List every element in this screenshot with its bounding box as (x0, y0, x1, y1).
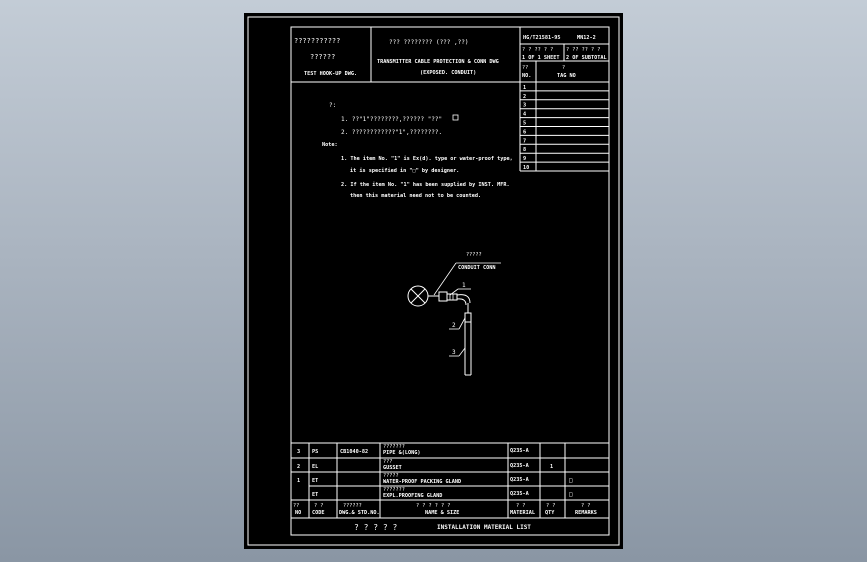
mat-h-name-cn: ? ? ? ? ? ? (416, 503, 451, 509)
mat-row-name-en: GUSSET (383, 465, 402, 471)
tag-row-number: 1 (523, 84, 527, 91)
dwg-title-cn: ??? ???????? (??? ,??) (389, 39, 469, 46)
title-cn-line2: ?????? (310, 53, 336, 61)
drawing-sheet (244, 13, 623, 549)
note-cn-1-box (453, 115, 458, 120)
mat-row-no: 2 (297, 464, 301, 470)
mat-h-material-en: MATERIAL (510, 510, 535, 516)
title-en: TEST HOOK-UP DWG. (304, 71, 358, 77)
mat-h-std-en: DWG.& STD.NO. (339, 510, 380, 516)
tag-row-number: 5 (523, 120, 527, 127)
mat-row-remark: □ (569, 491, 573, 498)
mat-row-material: Q235-A (510, 448, 529, 454)
mat-h-remark-cn: ? ? (581, 503, 591, 509)
mat-h-std-cn: ?????? (343, 503, 362, 509)
sheet-cn-right: ? ?? ?? ? ? (566, 47, 601, 53)
gland-body (447, 294, 457, 300)
mat-h-qty-en: QTY (545, 510, 555, 516)
note-cn-2: 2. ????????????"1",????????. (341, 129, 443, 136)
mat-h-code-cn: ? ? (314, 503, 324, 509)
conduit-diagram (408, 252, 501, 375)
callout-3-leader (459, 348, 465, 356)
sheet-code: MN12-2 (577, 35, 596, 41)
tag-row-number: 8 (523, 147, 527, 154)
mat-row-material: Q235-A (510, 477, 529, 483)
tag-row-number: 4 (523, 111, 527, 118)
note-en-2-line2: then this material need not to be counted. (350, 193, 482, 199)
sheet-en-left: 1 OF 1 SHEET (522, 55, 560, 61)
mat-h-material-cn: ? ? (516, 503, 526, 509)
callout-2-leader (459, 318, 465, 329)
sheet-en-right: 2 OF SUBTOTAL (566, 55, 607, 61)
tag-table (520, 61, 609, 171)
coupling (465, 313, 471, 322)
material-list (291, 443, 609, 532)
mat-row-no: 1 (297, 478, 301, 484)
dwg-title-en-line2: (EXPOSED. CONDUIT) (420, 70, 477, 76)
callout-2: 2 (452, 322, 456, 329)
mat-row-name-cn: ??? (383, 459, 393, 465)
conduit-label-cn: ????? (466, 252, 482, 258)
mat-row-name-en: EXPL.PROOFING GLAND (383, 493, 443, 499)
mat-row-name-cn: ??????? (383, 444, 405, 450)
mat-row-remark: □ (569, 477, 573, 484)
tag-row-number: 10 (523, 165, 530, 171)
mat-row-code: ET (312, 478, 319, 484)
tag-header-tag-cn: ? (562, 65, 566, 71)
mat-row-std: CB1040-82 (340, 449, 369, 455)
mat-h-no-en: NO (295, 510, 302, 516)
tag-row-number: 2 (523, 93, 527, 100)
mat-footer-en: INSTALLATION MATERIAL LIST (437, 524, 531, 531)
conduit-leader (434, 263, 456, 295)
note-en-1-line1: 1. The item No. "1" is Ex(d). type or water-proof type, (341, 156, 513, 162)
mat-row-code: PS (312, 449, 319, 455)
std-no: HG/T21581-95 (523, 35, 561, 41)
mat-row-name-cn: ??????? (383, 487, 405, 493)
mat-h-code-en: CODE (312, 510, 325, 516)
mat-h-no-cn: ?? (293, 503, 300, 509)
mat-row-code: EL (312, 464, 319, 470)
mat-row-no: 3 (297, 449, 301, 455)
mat-footer-cn: ? ? ? ? ? (354, 523, 398, 532)
mat-row-code: ET (312, 492, 319, 498)
tag-row-number: 7 (523, 138, 527, 145)
note-en-heading: Note: (322, 142, 338, 148)
tag-header-no-en: NO. (522, 73, 532, 79)
tag-row-number: 6 (523, 129, 527, 136)
mat-row-name-cn: ????? (383, 473, 399, 479)
dwg-title-en-line1: TRANSMITTER CABLE PROTECTION & CONN DWG (377, 59, 499, 65)
mat-h-qty-cn: ? ? (546, 503, 556, 509)
fitting-nut (439, 292, 447, 301)
note-en-2-line1: 2. If the item No. "1" has been supplied by INST. MFR. (341, 182, 510, 188)
tag-header-tag-en: TAG NO (557, 73, 576, 79)
mat-row-name-en: WATER-PROOF PACKING GLAND (383, 479, 462, 485)
cable-bend-inner (457, 299, 466, 305)
outer-frame (248, 17, 619, 545)
note-cn-heading: ?: (329, 102, 337, 109)
tag-row-number: 3 (523, 102, 527, 109)
title-cn-line1: ??????????? (294, 37, 341, 45)
callout-3: 3 (452, 349, 456, 356)
drawing-svg (244, 13, 623, 549)
tag-header-no-cn: ?? (522, 65, 529, 71)
mat-row-name-en: PIPE &(LONG) (383, 450, 421, 456)
tag-rows (520, 82, 609, 171)
inner-frame (291, 27, 609, 535)
note-cn-1: 1. ??"1"????????,?????? "??" (341, 116, 443, 123)
note-en-1-line2: it is specified in "□" by designer. (350, 168, 460, 174)
sheet-cn-left: ? ? ?? ? ? (522, 47, 554, 53)
mat-h-remark-en: REMARKS (575, 510, 597, 516)
mat-h-name-en: NAME & SIZE (425, 510, 460, 516)
tag-row-number: 9 (523, 156, 527, 163)
callout-1: 1 (462, 282, 466, 289)
mat-row-material: Q235-A (510, 463, 529, 469)
mat-row-qty: 1 (550, 464, 554, 470)
mat-row-material: Q235-A (510, 491, 529, 497)
conduit-label-en: CONDUIT CONN (458, 265, 496, 271)
